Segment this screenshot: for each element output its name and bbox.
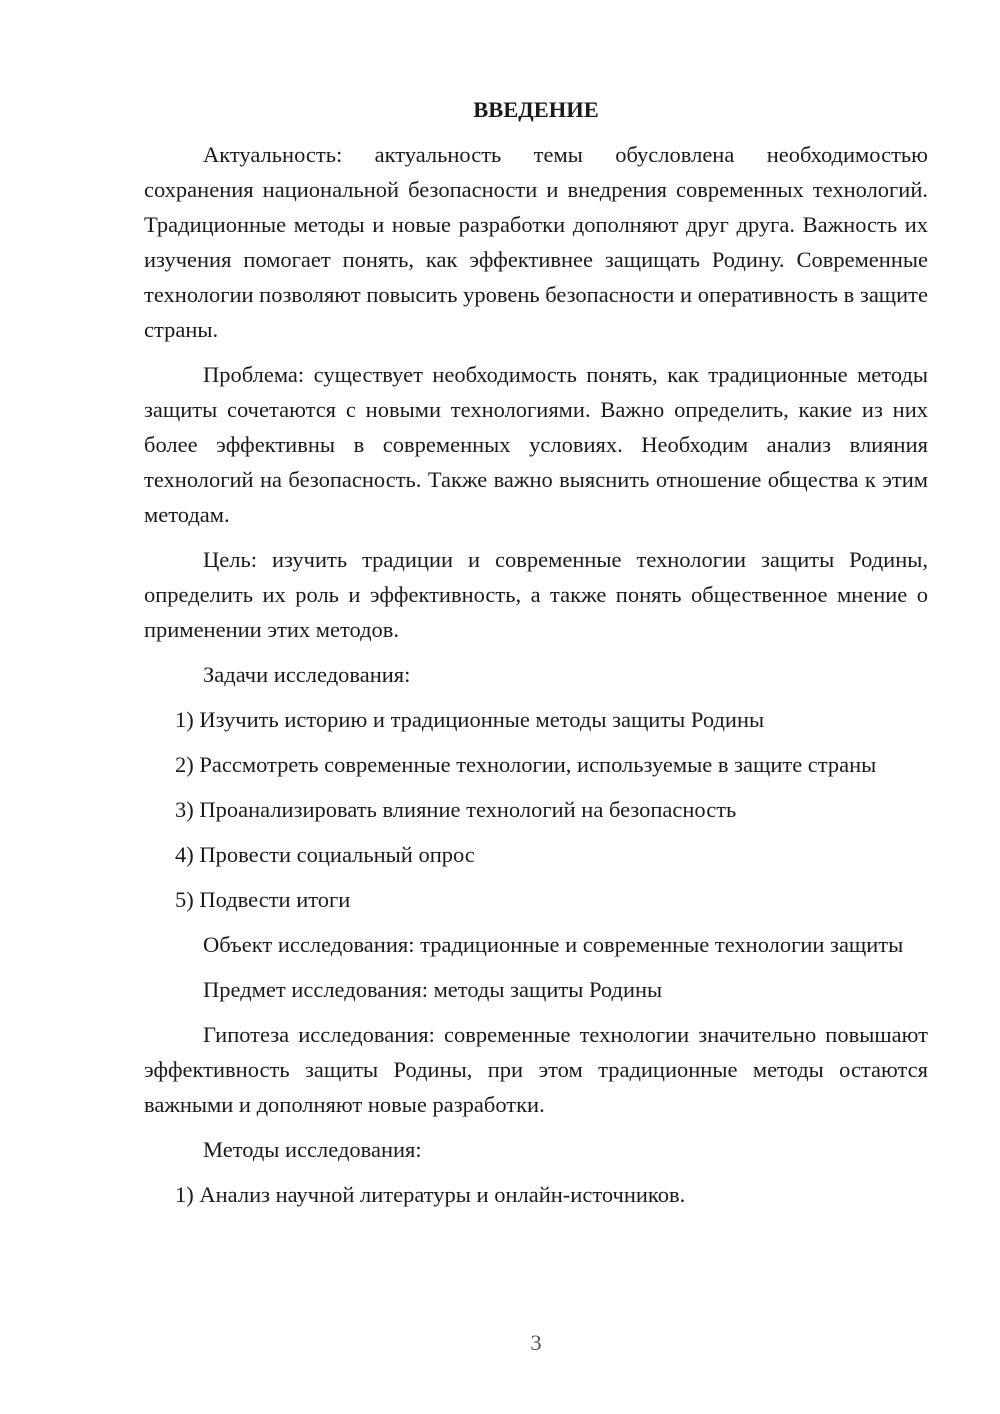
paragraph-hypothesis: Гипотеза исследования: современные технологии значительно повышают эффективность защиты Родины, при этом традиционные методы остаются важными и дополняют новые разработки. (144, 1022, 928, 1117)
paragraph-relevance: Актуальность: актуальность темы обусловлена необходимостью сохранения национальной безопасности и внедрения современных технологий. Традиционные методы и новые разработки дополняют друг друга. Важность их изучения помогает понять, как эффективнее защищать Родину. Современные технологии позволяют повысить уровень безопасности и оперативность в защите страны. (144, 142, 928, 342)
page-title: ВВЕДЕНИЕ (473, 97, 599, 122)
tasks-heading: Задачи исследования: (203, 662, 411, 687)
paragraph-object: Объект исследования: традиционные и современные технологии защиты (203, 932, 904, 957)
task-item-2: 2) Рассмотреть современные технологии, используемые в защите страны (175, 752, 877, 777)
task-item-3: 3) Проанализировать влияние технологий на безопасность (175, 797, 737, 822)
page-number: 3 (530, 1330, 542, 1355)
method-item-1: 1) Анализ научной литературы и онлайн-источников. (175, 1182, 686, 1207)
paragraph-goal: Цель: изучить традиции и современные технологии защиты Родины, определить их роль и эффективность, а также понять общественное мнение о применении этих методов. (144, 547, 928, 642)
task-item-4: 4) Провести социальный опрос (175, 842, 475, 867)
task-item-1: 1) Изучить историю и традиционные методы защиты Родины (175, 707, 765, 732)
document-page (144, 92, 928, 1222)
paragraph-subject: Предмет исследования: методы защиты Родины (203, 977, 663, 1002)
task-item-5: 5) Подвести итоги (175, 887, 351, 912)
paragraph-problem: Проблема: существует необходимость понять, как традиционные методы защиты сочетаются с новыми технологиями. Важно определить, какие из них более эффективны в современных условиях. Необходим анализ влияния технологий на безопасность. Также важно выяснить отношение общества к этим методам. (144, 362, 928, 527)
methods-heading: Методы исследования: (203, 1137, 422, 1162)
